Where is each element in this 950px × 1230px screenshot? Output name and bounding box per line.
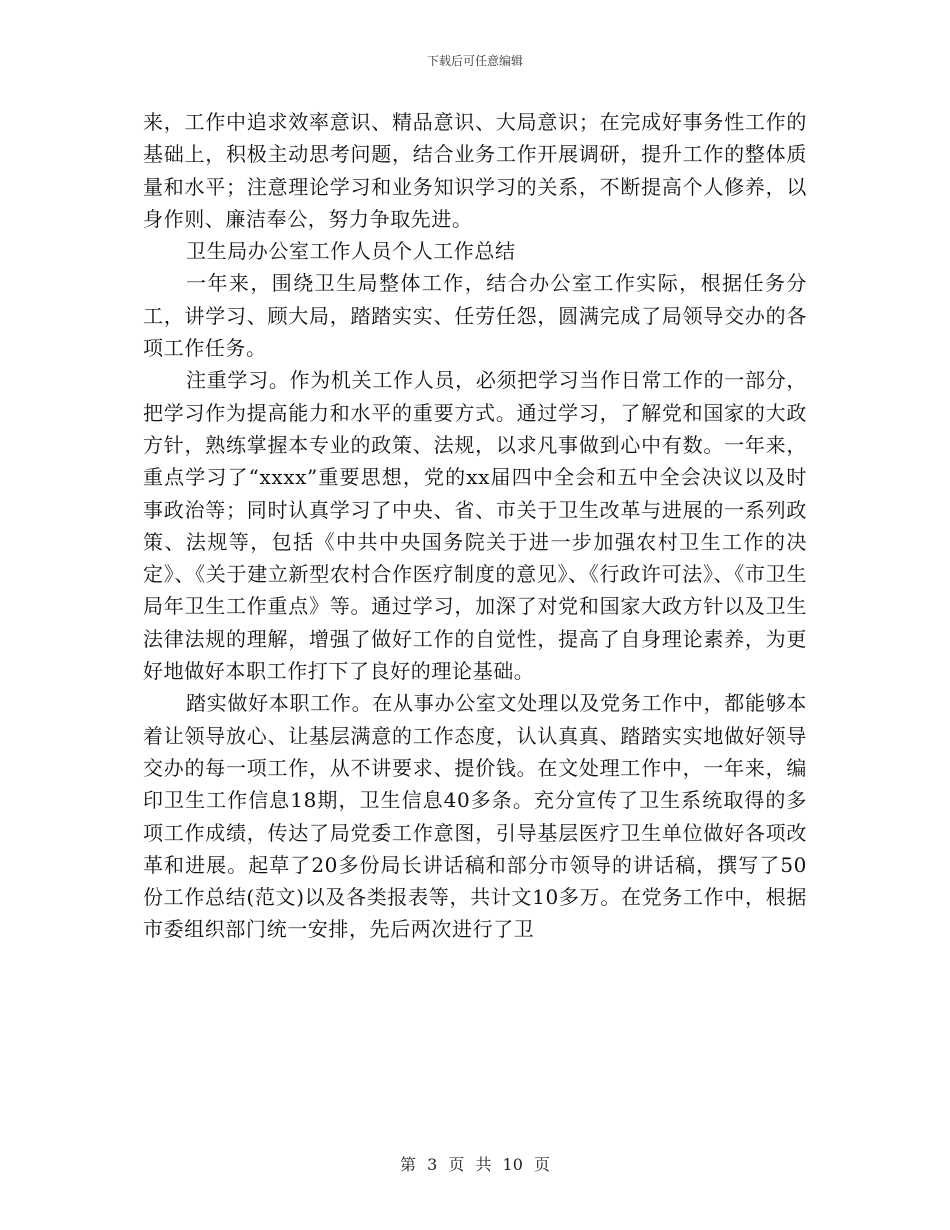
paragraph-study: 注重学习。作为机关工作人员，必须把学习当作日常工作的一部分，把学习作为提高能力和水平的重要方式。通过学习，了解党和国家的大政方针，熟练掌握本专业的政策、法规，以求凡事做到心中有数。一年来，重点学习了“xxxx”重要思想，党的xx届四中全会和五中全会决议以及时事政治等；同时认真学习了中央、省、市关于卫生改革与进展的一系列政策、法规等，包括《中共中央国务院关于进一步加强农村卫生工作的决定》、《关于建立新型农村合作医疗制度的意见》、《行政许可法》、《市卫生局年卫生工作重点》等。通过学习，加深了对党和国家大政方针以及卫生法律法规的理解，增强了做好工作的自觉性，提高了自身理论素养，为更好地做好本职工作打下了良好的理论基础。 xyxy=(143,368,807,684)
page-header: 下载后可任意编辑 xyxy=(426,54,523,68)
paragraph-intro: 一年来，围绕卫生局整体工作，结合办公室工作实际，根据任务分工，讲学习、顾大局，踏踏实实、任劳任怨，圆满完成了局领导交办的各项工作任务。 xyxy=(143,271,807,361)
paragraph-continuation: 来，工作中追求效率意识、精品意识、大局意识；在完成好事务性工作的基础上，积极主动思考问题，结合业务工作开展调研，提升工作的整体质量和水平；注意理论学习和业务知识学习的关系，不断提高个人修养，以身作则、廉洁奉公，努力争取先进。 xyxy=(143,110,807,231)
page-footer: 第 3 页 共 10 页 xyxy=(400,1155,550,1174)
paragraph-duties: 踏实做好本职工作。在从事办公室文处理以及党务工作中，都能够本着让领导放心、让基层满意的工作态度，认认真真、踏踏实实地做好领导交办的每一项工作，从不讲要求、提价钱。在文处理工作中，一年来，编印卫生工作信息18期，卫生信息40多条。充分宣传了卫生系统取得的多项工作成绩，传达了局党委工作意图，引导基层医疗卫生单位做好各项改革和进展。起草了20多份局长讲话稿和部分市领导的讲话稿，撰写了50份工作总结(范文)以及各类报表等，共计文10多万。在党务工作中，根据市委组织部门统一安排，先后两次进行了卫 xyxy=(143,691,807,942)
document-body xyxy=(143,106,807,946)
section-title: 卫生局办公室工作人员个人工作总结 xyxy=(186,239,516,264)
